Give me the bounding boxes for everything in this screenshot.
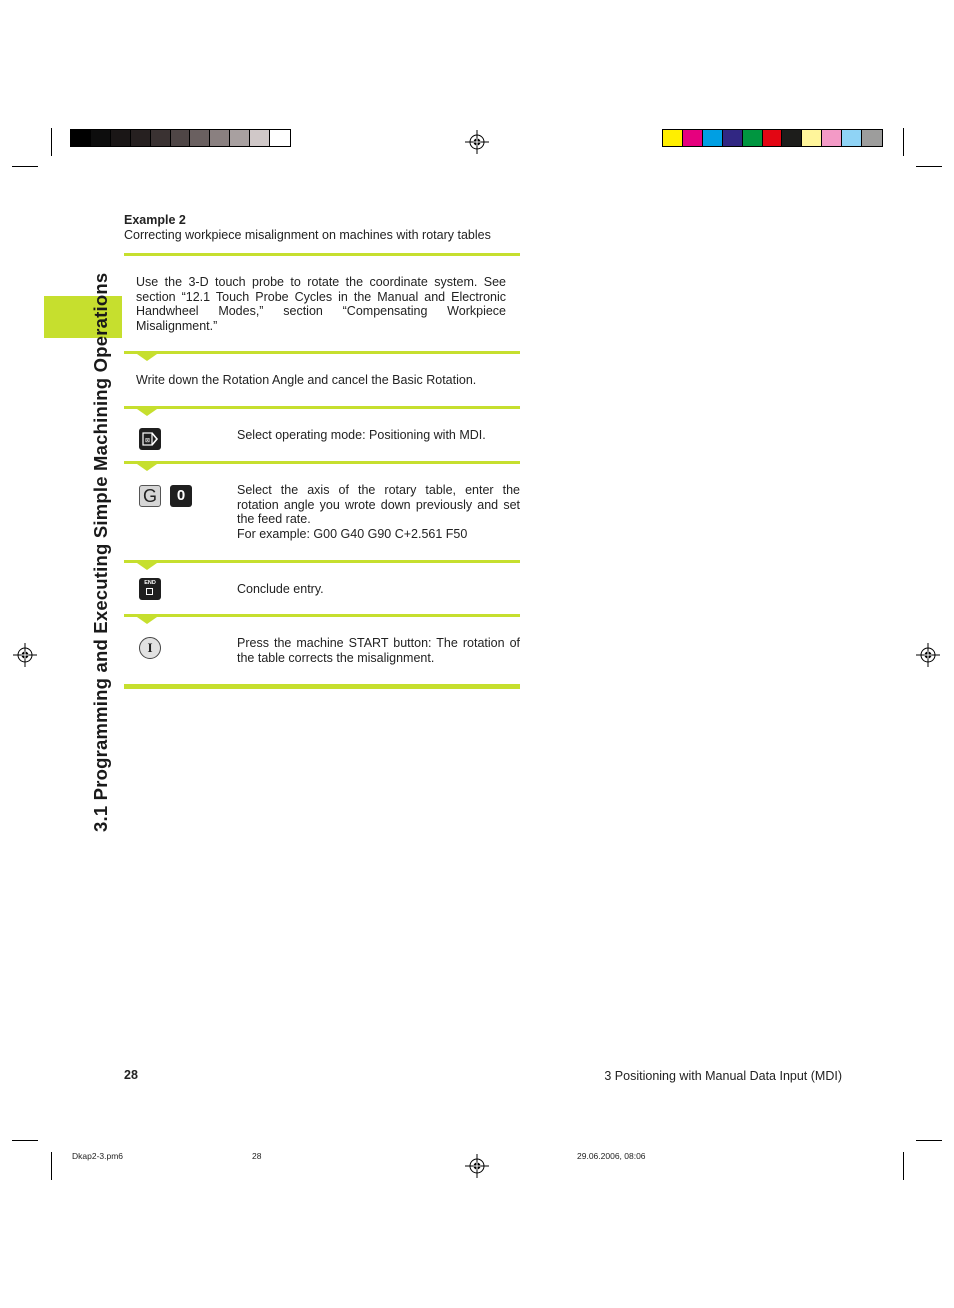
registration-mark-icon <box>916 643 940 667</box>
color-swatch <box>842 130 862 146</box>
side-chapter-title: 3.1 Programming and Executing Simple Machining Operations <box>90 272 111 832</box>
step-text: Conclude entry. <box>237 582 324 596</box>
divider-end <box>124 684 520 689</box>
color-swatch <box>210 130 230 146</box>
crop-mark <box>51 1152 52 1180</box>
end-key-label: END <box>144 580 156 586</box>
color-swatch <box>723 130 743 146</box>
step-arrow-icon <box>137 354 157 361</box>
example-subheading: Correcting workpiece misalignment on machines with rotary tables <box>124 228 491 242</box>
crop-mark <box>916 166 942 167</box>
registration-mark-icon <box>465 1154 489 1178</box>
chapter-footer: 3 Positioning with Manual Data Input (MDI) <box>604 1069 842 1083</box>
zero-key-icon: 0 <box>170 485 192 507</box>
crop-mark <box>916 1140 942 1141</box>
color-swatch <box>131 130 151 146</box>
process-color-bar <box>662 129 883 147</box>
color-swatch <box>683 130 703 146</box>
registration-mark-icon <box>13 643 37 667</box>
positioning-mdi-key-icon <box>139 428 161 450</box>
color-swatch <box>782 130 802 146</box>
step-arrow-icon <box>137 563 157 570</box>
divider <box>124 351 520 354</box>
example-heading: Example 2 <box>124 213 186 227</box>
color-swatch <box>663 130 683 146</box>
color-swatch <box>71 130 91 146</box>
divider <box>124 461 520 464</box>
color-swatch <box>270 130 290 146</box>
color-swatch <box>743 130 763 146</box>
step-text: Use the 3-D touch probe to rotate the coordinate system. See section “12.1 Touch Probe Cycles in the Manual and Electronic Handwheel Modes,” section “Compensating Workpiece Misalignment.” <box>136 275 506 333</box>
crop-mark <box>903 1152 904 1180</box>
color-swatch <box>763 130 783 146</box>
color-swatch <box>171 130 191 146</box>
machine-start-key-icon: I <box>139 637 161 659</box>
slug-page: 28 <box>252 1151 262 1161</box>
crop-mark <box>51 128 52 156</box>
color-swatch <box>91 130 111 146</box>
step-text: Write down the Rotation Angle and cancel the Basic Rotation. <box>136 373 477 387</box>
step-arrow-icon <box>137 409 157 416</box>
color-swatch <box>250 130 270 146</box>
step-arrow-icon <box>137 464 157 471</box>
color-swatch <box>802 130 822 146</box>
g-key-icon: G <box>139 485 161 507</box>
color-swatch <box>862 130 882 146</box>
step-text: Select the axis of the rotary table, enter the rotation angle you wrote down previously and set the feed rate. <box>237 483 520 527</box>
color-swatch <box>822 130 842 146</box>
divider <box>124 614 520 617</box>
crop-mark <box>903 128 904 156</box>
color-swatch <box>151 130 171 146</box>
crop-mark <box>12 166 38 167</box>
end-key-icon <box>139 578 161 600</box>
divider <box>124 253 520 256</box>
slug-datetime: 29.06.2006, 08:06 <box>577 1151 646 1161</box>
step-example: For example: G00 G40 G90 C+2.561 F50 <box>237 527 468 541</box>
step-arrow-icon <box>137 617 157 624</box>
divider <box>124 560 520 563</box>
svg-text:⊠: ⊠ <box>145 438 151 444</box>
page-number: 28 <box>124 1068 138 1082</box>
color-swatch <box>190 130 210 146</box>
registration-mark-icon <box>465 130 489 154</box>
step-text: Select operating mode: Positioning with MDI. <box>237 428 486 442</box>
divider <box>124 406 520 409</box>
crop-mark <box>12 1140 38 1141</box>
color-swatch <box>230 130 250 146</box>
end-key-square <box>146 588 153 595</box>
color-swatch <box>111 130 131 146</box>
slug-file: Dkap2-3.pm6 <box>72 1151 124 1161</box>
grayscale-color-bar <box>70 129 291 147</box>
color-swatch <box>703 130 723 146</box>
step-text: Press the machine START button: The rotation of the table corrects the misalignment. <box>237 636 520 665</box>
